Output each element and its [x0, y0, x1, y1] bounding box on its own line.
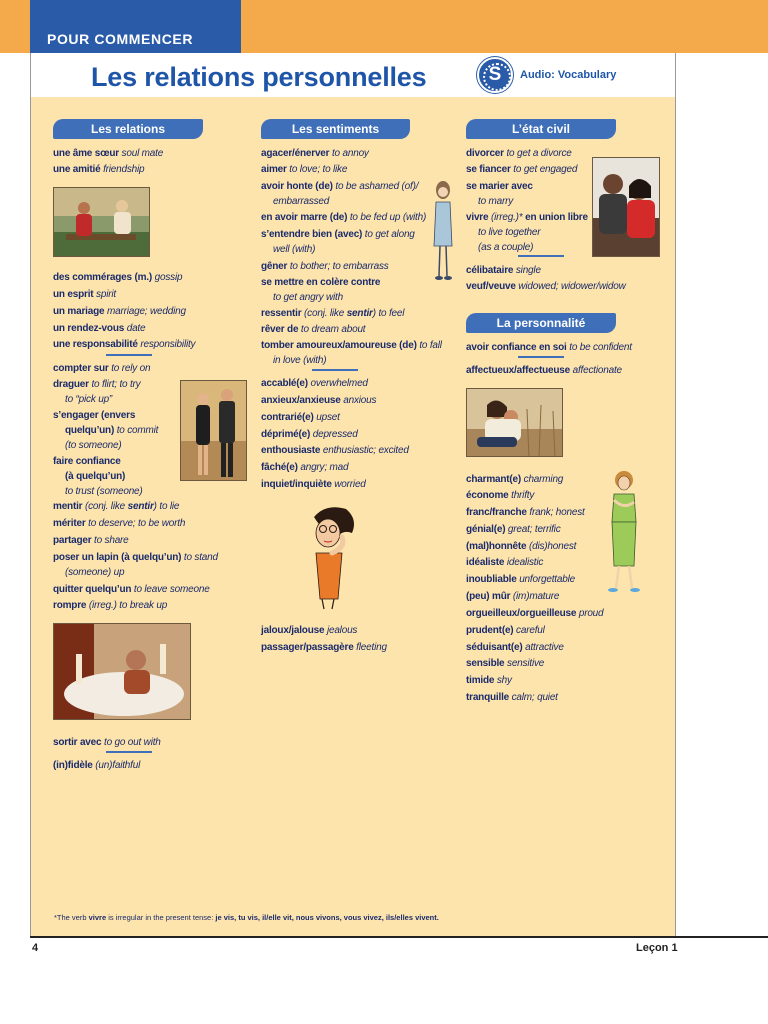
audio-vocabulary-link[interactable]: Audio: Vocabulary — [520, 69, 617, 81]
separator — [106, 751, 152, 753]
vocab-entry: charmant(e) charming — [466, 474, 564, 485]
separator — [518, 356, 564, 358]
vocab-entry: un rendez-vous date — [53, 323, 146, 334]
vocab-entry: se mettre en colère contre to get angry with — [261, 277, 381, 303]
photo-couple-field — [466, 388, 563, 457]
vocab-entry: (mal)honnête (dis)honest — [466, 541, 577, 552]
vocab-entry: une âme sœur soul mate — [53, 148, 164, 159]
audio-badge-letter: S — [488, 64, 502, 85]
vocab-entry: inoubliable unforgettable — [466, 574, 575, 585]
vocab-entry: des commérages (m.) gossip — [53, 272, 183, 283]
vocab-entry: prudent(e) careful — [466, 625, 545, 636]
separator — [106, 354, 152, 356]
vocab-entry: inquiet/inquiète worried — [261, 479, 366, 490]
vocab-entry: idéaliste idealistic — [466, 557, 544, 568]
vocab-entry: se marier avec to marry — [466, 181, 533, 207]
vocab-entry: déprimé(e) depressed — [261, 429, 358, 440]
vocab-entry: franc/franche frank; honest — [466, 507, 585, 518]
heading-personnalite: La personnalité — [466, 313, 616, 333]
vocab-entry: accablé(e) overwhelmed — [261, 378, 368, 389]
photo-friends-talking — [53, 187, 150, 257]
page-number: 4 — [32, 942, 39, 954]
page-title: Les relations personnelles — [91, 62, 427, 92]
vocab-entry: draguer to flirt; to try to “pick up” — [53, 379, 141, 405]
section-label: POUR COMMENCER — [47, 31, 194, 47]
vocab-entry: poser un lapin (à quelqu’un) to stand (someone) up — [53, 552, 218, 578]
vocab-entry: ressentir (conj. like sentir) to feel — [261, 308, 405, 319]
photo-couple-standing — [180, 380, 247, 481]
vocab-entry: rompre (irreg.) to break up — [53, 600, 168, 611]
illustration-confident-woman — [602, 470, 644, 596]
vocab-entry: rêver de to dream about — [261, 324, 366, 335]
vocab-entry: affectueux/affectueuse affectionate — [466, 365, 622, 376]
heading-etat-civil: L’état civil — [466, 119, 616, 139]
vocab-entry: mériter to deserve; to be worth — [53, 518, 186, 529]
vocab-entry: tomber amoureux/amoureuse (de) to fall in love (with) — [261, 340, 442, 366]
vocab-entry: orgueilleux/orgueilleuse proud — [466, 608, 604, 619]
title-bar — [30, 53, 676, 97]
vocab-entry: génial(e) great; terrific — [466, 524, 561, 535]
footnote: *The verb vivre is irregular in the present tense: je vis, tu vis, il/elle vit, nous vivons, vous vivez, ils/elles vivent. — [54, 913, 439, 922]
vocab-entry: séduisant(e) attractive — [466, 642, 564, 653]
vocab-entry: se fiancer to get engaged — [466, 164, 578, 175]
section-tab — [30, 0, 241, 53]
vocab-entry: fâché(e) angry; mad — [261, 462, 349, 473]
vocab-entry: anxieux/anxieuse anxious — [261, 395, 377, 406]
vocab-entry: divorcer to get a divorce — [466, 148, 572, 159]
audio-icon[interactable] — [477, 57, 513, 93]
vocab-entry: passager/passagère fleeting — [261, 642, 387, 653]
illustration-worried-woman — [302, 503, 360, 611]
photo-dinner-toast — [53, 623, 191, 720]
vocab-entry: une responsabilité responsibility — [53, 339, 196, 350]
lesson-label: Leçon 1 — [636, 942, 678, 954]
vocab-entry: tranquille calm; quiet — [466, 692, 558, 703]
vocab-entry: faire confiance (à quelqu’un) to trust (someone) — [53, 456, 143, 497]
vocab-entry: timide shy — [466, 675, 512, 686]
vocab-entry: un esprit spirit — [53, 289, 116, 300]
vocab-entry: contrarié(e) upset — [261, 412, 340, 423]
vocab-entry: mentir (conj. like sentir) to lie — [53, 501, 180, 512]
vocab-entry: aimer to love; to like — [261, 164, 348, 175]
footer-rule — [30, 936, 768, 938]
vocab-entry: un mariage marriage; wedding — [53, 306, 186, 317]
separator — [312, 369, 358, 371]
vocab-entry: (peu) mûr (im)mature — [466, 591, 560, 602]
vocab-entry: s’entendre bien (avec) to get along well (with) — [261, 229, 415, 255]
vocab-entry: une amitié friendship — [53, 164, 145, 175]
vocab-entry: célibataire single — [466, 265, 541, 276]
illustration-shy-girl — [430, 180, 456, 282]
vocab-entry: avoir honte (de) to be ashamed (of)/ embarrassed — [261, 181, 419, 207]
vocab-entry: quitter quelqu’un to leave someone — [53, 584, 210, 595]
vocab-entry: jaloux/jalouse jealous — [261, 625, 358, 636]
vocab-entry: compter sur to rely on — [53, 363, 151, 374]
heading-sentiments: Les sentiments — [261, 119, 410, 139]
vocab-entry: sortir avec to go out with — [53, 737, 161, 748]
vocab-entry: sensible sensitive — [466, 658, 545, 669]
heading-relations: Les relations — [53, 119, 203, 139]
vocab-entry: avoir confiance en soi to be confident — [466, 342, 632, 353]
photo-couple-sitting — [592, 157, 660, 257]
vocab-entry: en avoir marre (de) to be fed up (with) — [261, 212, 427, 223]
vocab-entry: veuf/veuve widowed; widower/widow — [466, 281, 626, 292]
vocab-entry: enthousiaste enthusiastic; excited — [261, 445, 409, 456]
vocab-entry: agacer/énerver to annoy — [261, 148, 369, 159]
separator — [518, 255, 564, 257]
vocab-entry: (in)fidèle (un)faithful — [53, 760, 141, 771]
vocab-entry: économe thrifty — [466, 490, 535, 501]
vocab-entry: partager to share — [53, 535, 129, 546]
vocab-entry: gêner to bother; to embarrass — [261, 261, 389, 272]
vocab-entry: vivre (irreg.)* en union libre to live together (as a couple) — [466, 212, 588, 253]
vocab-entry: s’engager (envers quelqu’un) to commit (to someone) — [53, 410, 159, 451]
